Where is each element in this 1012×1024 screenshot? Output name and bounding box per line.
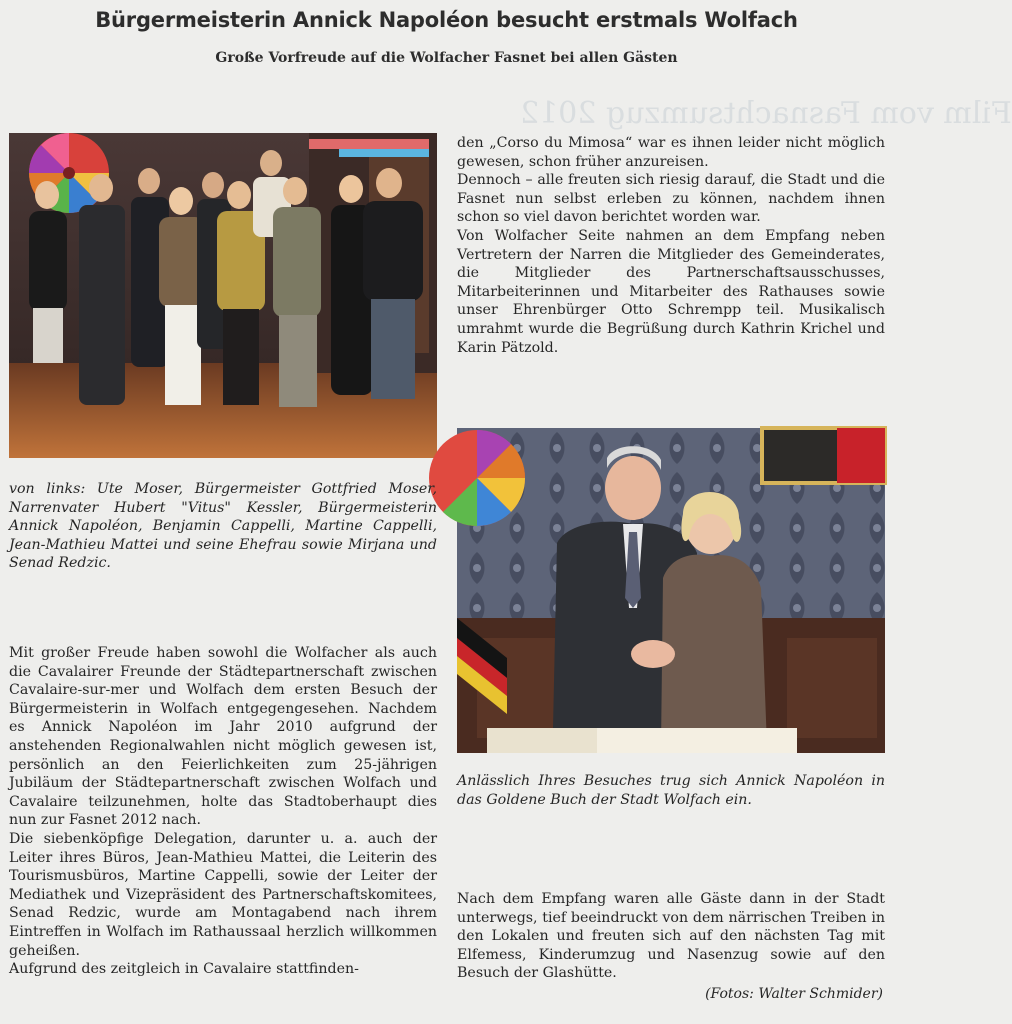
left-paragraph: Die siebenköpfige Delegation, darunter u. a. auch der Leiter ihres Büros, Jean-Mathieu Mattei, die Leiterin des Tourismusbüros, Martine Cappelli, sowie der Leiter der Mediathek und Vizepräsident des Partnerschaftskomitees, Senad Redzic, wurde am Montagabend nach ihrem Eintreffen in Wolfach im Rathaussaal herzlich willkommen geheißen. xyxy=(9,830,437,959)
left-column-text xyxy=(9,644,437,979)
paper-rosette xyxy=(429,430,525,526)
handshake-photo-caption: Anlässlich Ihres Besuches trug sich Annick Napoléon in das Goldene Buch der Stadt Wolfach ein. xyxy=(457,773,885,808)
subheadline: Große Vorfreude auf die Wolfacher Fasnet bei allen Gästen xyxy=(215,50,678,66)
bleed-through-text: Film vom Fasnachtsumzug 2012 xyxy=(520,96,1012,131)
group-photo xyxy=(9,133,437,458)
headline: Bürgermeisterin Annick Napoléon besucht erstmals Wolfach xyxy=(95,8,798,32)
closing-paragraph: Nach dem Empfang waren alle Gäste dann in der Stadt unterwegs, tief beeindruckt von dem närrischen Treiben in den Lokalen und freuten sich auf den nächsten Tag mit Elfemess, Kinderumzug und Nasenzug sowie auf den Besuch der Glashütte. xyxy=(457,891,885,982)
left-paragraph: Mit großer Freude haben sowohl die Wolfacher als auch die Cavalairer Freunde der Städtepartnerschaft zwischen Cavalaire-sur-mer und Wolfach dem ersten Besuch der Bürgermeisterin in Wolfach entgegengesehen. Nachdem es Annick Napoléon im Jahr 2010 aufgrund der anstehenden Regionalwahlen nicht möglich gewesen ist, persönlich an den Feierlichkeiten zum 25-jährigen Jubiläum der Städtepartnerschaft zwischen Wolfach und Cavalaire teilzunehmen, holte das Stadtoberhaupt dies nun zur Fasnet 2012 nach. xyxy=(9,645,437,829)
right-column-text xyxy=(457,134,885,357)
right-paragraph: Dennoch – alle freuten sich riesig darauf, die Stadt und die Fasnet nun selbst erleben zu können, nachdem ihnen schon so viel davon berichtet worden war. xyxy=(457,172,885,226)
photo-credit: (Fotos: Walter Schmider) xyxy=(705,986,883,1002)
left-paragraph: Aufgrund des zeitgleich in Cavalaire stattfinden- xyxy=(9,961,359,978)
handshake-photo xyxy=(457,428,885,753)
right-paragraph: den „Corso du Mimosa“ war es ihnen leider nicht möglich gewesen, schon früher anzureisen. xyxy=(457,135,885,170)
group-photo-caption: von links: Ute Moser, Bürgermeister Gottfried Moser, Narrenvater Hubert "Vitus" Kessler, Bürgermeisterin Annick Napoléon, Benjamin Cappelli, Martine Cappelli, Jean-Mathieu Mattei und seine Ehefrau sowie Mirjana und Senad Redzic. xyxy=(9,481,437,572)
right-paragraph: Von Wolfacher Seite nahmen an dem Empfang neben Vertretern der Narren die Mitglieder des Gemeinderates, die Mitglieder des Partnerschaftsausschusses, Mitarbeiterinnen und Mitarbeiter des Rathauses sowie unser Ehrenbürger Otto Schrempp teil. Musikalisch umrahmt wurde die Begrüßung durch Kathrin Krichel und Karin Pätzold. xyxy=(457,227,885,356)
